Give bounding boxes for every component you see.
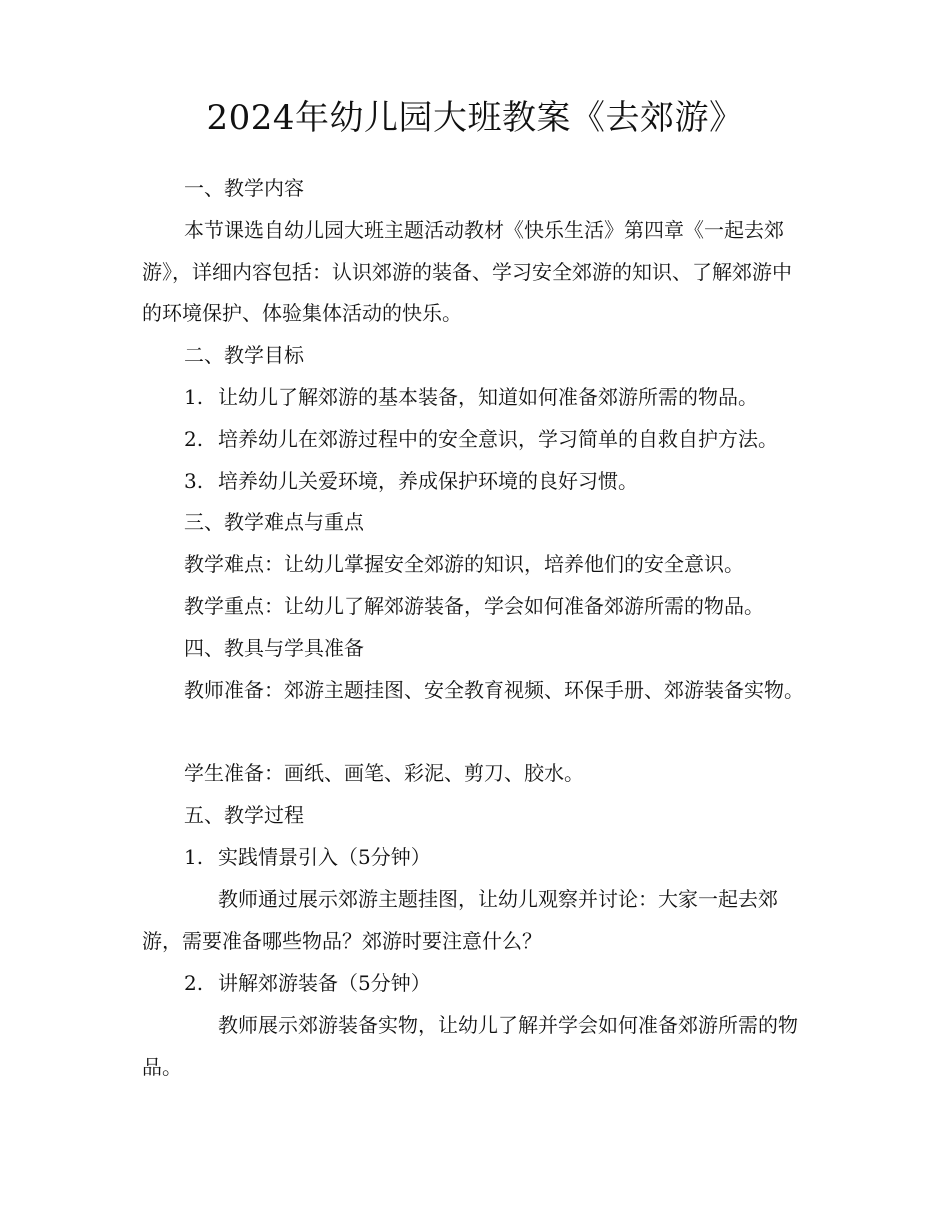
- step-number: 1.: [184, 845, 204, 869]
- teaching-content-paragraph: 本节课选自幼儿园大班主题活动教材《快乐生活》第四章《一起去郊游》，详细内容包括：认识郊游的装备、学习安全郊游的知识、了解郊游中的环境保护、体验集体活动的快乐。: [142, 218, 792, 325]
- goal-number: 2.: [184, 427, 204, 451]
- goal-text: 培养幼儿关爱环境，养成保护环境的良好习惯。: [218, 469, 638, 493]
- section-heading-teaching-content: 一、教学内容: [184, 176, 304, 200]
- process-step-text: 教师展示郊游装备实物，让幼儿了解并学会如何准备郊游所需的物品。: [142, 1013, 798, 1079]
- step-number: 2.: [184, 971, 204, 995]
- goal-number: 3.: [184, 469, 204, 493]
- document-title: 2024年幼儿园大班教案《去郊游》: [206, 98, 744, 138]
- student-preparation: 学生准备：画纸、画笔、彩泥、剪刀、胶水。: [184, 761, 584, 785]
- section-heading-materials: 四、教具与学具准备: [184, 636, 364, 660]
- process-step-title: [142, 963, 842, 1005]
- section-heading-teaching-process: 五、教学过程: [184, 803, 304, 827]
- process-step-text: 教师通过展示郊游主题挂图，让幼儿观察并讨论：大家一起去郊游，需要准备哪些物品？郊游时要注意什么？: [142, 887, 778, 953]
- teaching-key-point: 教学重点：让幼儿了解郊游装备，学会如何准备郊游所需的物品。: [184, 594, 764, 618]
- step-title: 实践情景引入（5分钟）: [218, 845, 431, 869]
- goal-number: 1.: [184, 385, 204, 409]
- goal-item: [142, 419, 842, 461]
- teacher-preparation: 教师准备：郊游主题挂图、安全教育视频、环保手册、郊游装备实物。: [184, 678, 804, 702]
- goal-item: [142, 461, 842, 503]
- teaching-difficulty: 教学难点：让幼儿掌握安全郊游的知识，培养他们的安全意识。: [184, 552, 744, 576]
- goal-item: [142, 377, 842, 419]
- goal-text: 培养幼儿在郊游过程中的安全意识，学习简单的自救自护方法。: [218, 427, 778, 451]
- step-title: 讲解郊游装备（5分钟）: [218, 971, 431, 995]
- section-heading-teaching-goals: 二、教学目标: [184, 343, 304, 367]
- goal-text: 让幼儿了解郊游的基本装备，知道如何准备郊游所需的物品。: [218, 385, 758, 409]
- process-step-title: [142, 837, 842, 879]
- section-heading-difficulty-key: 三、教学难点与重点: [184, 510, 364, 534]
